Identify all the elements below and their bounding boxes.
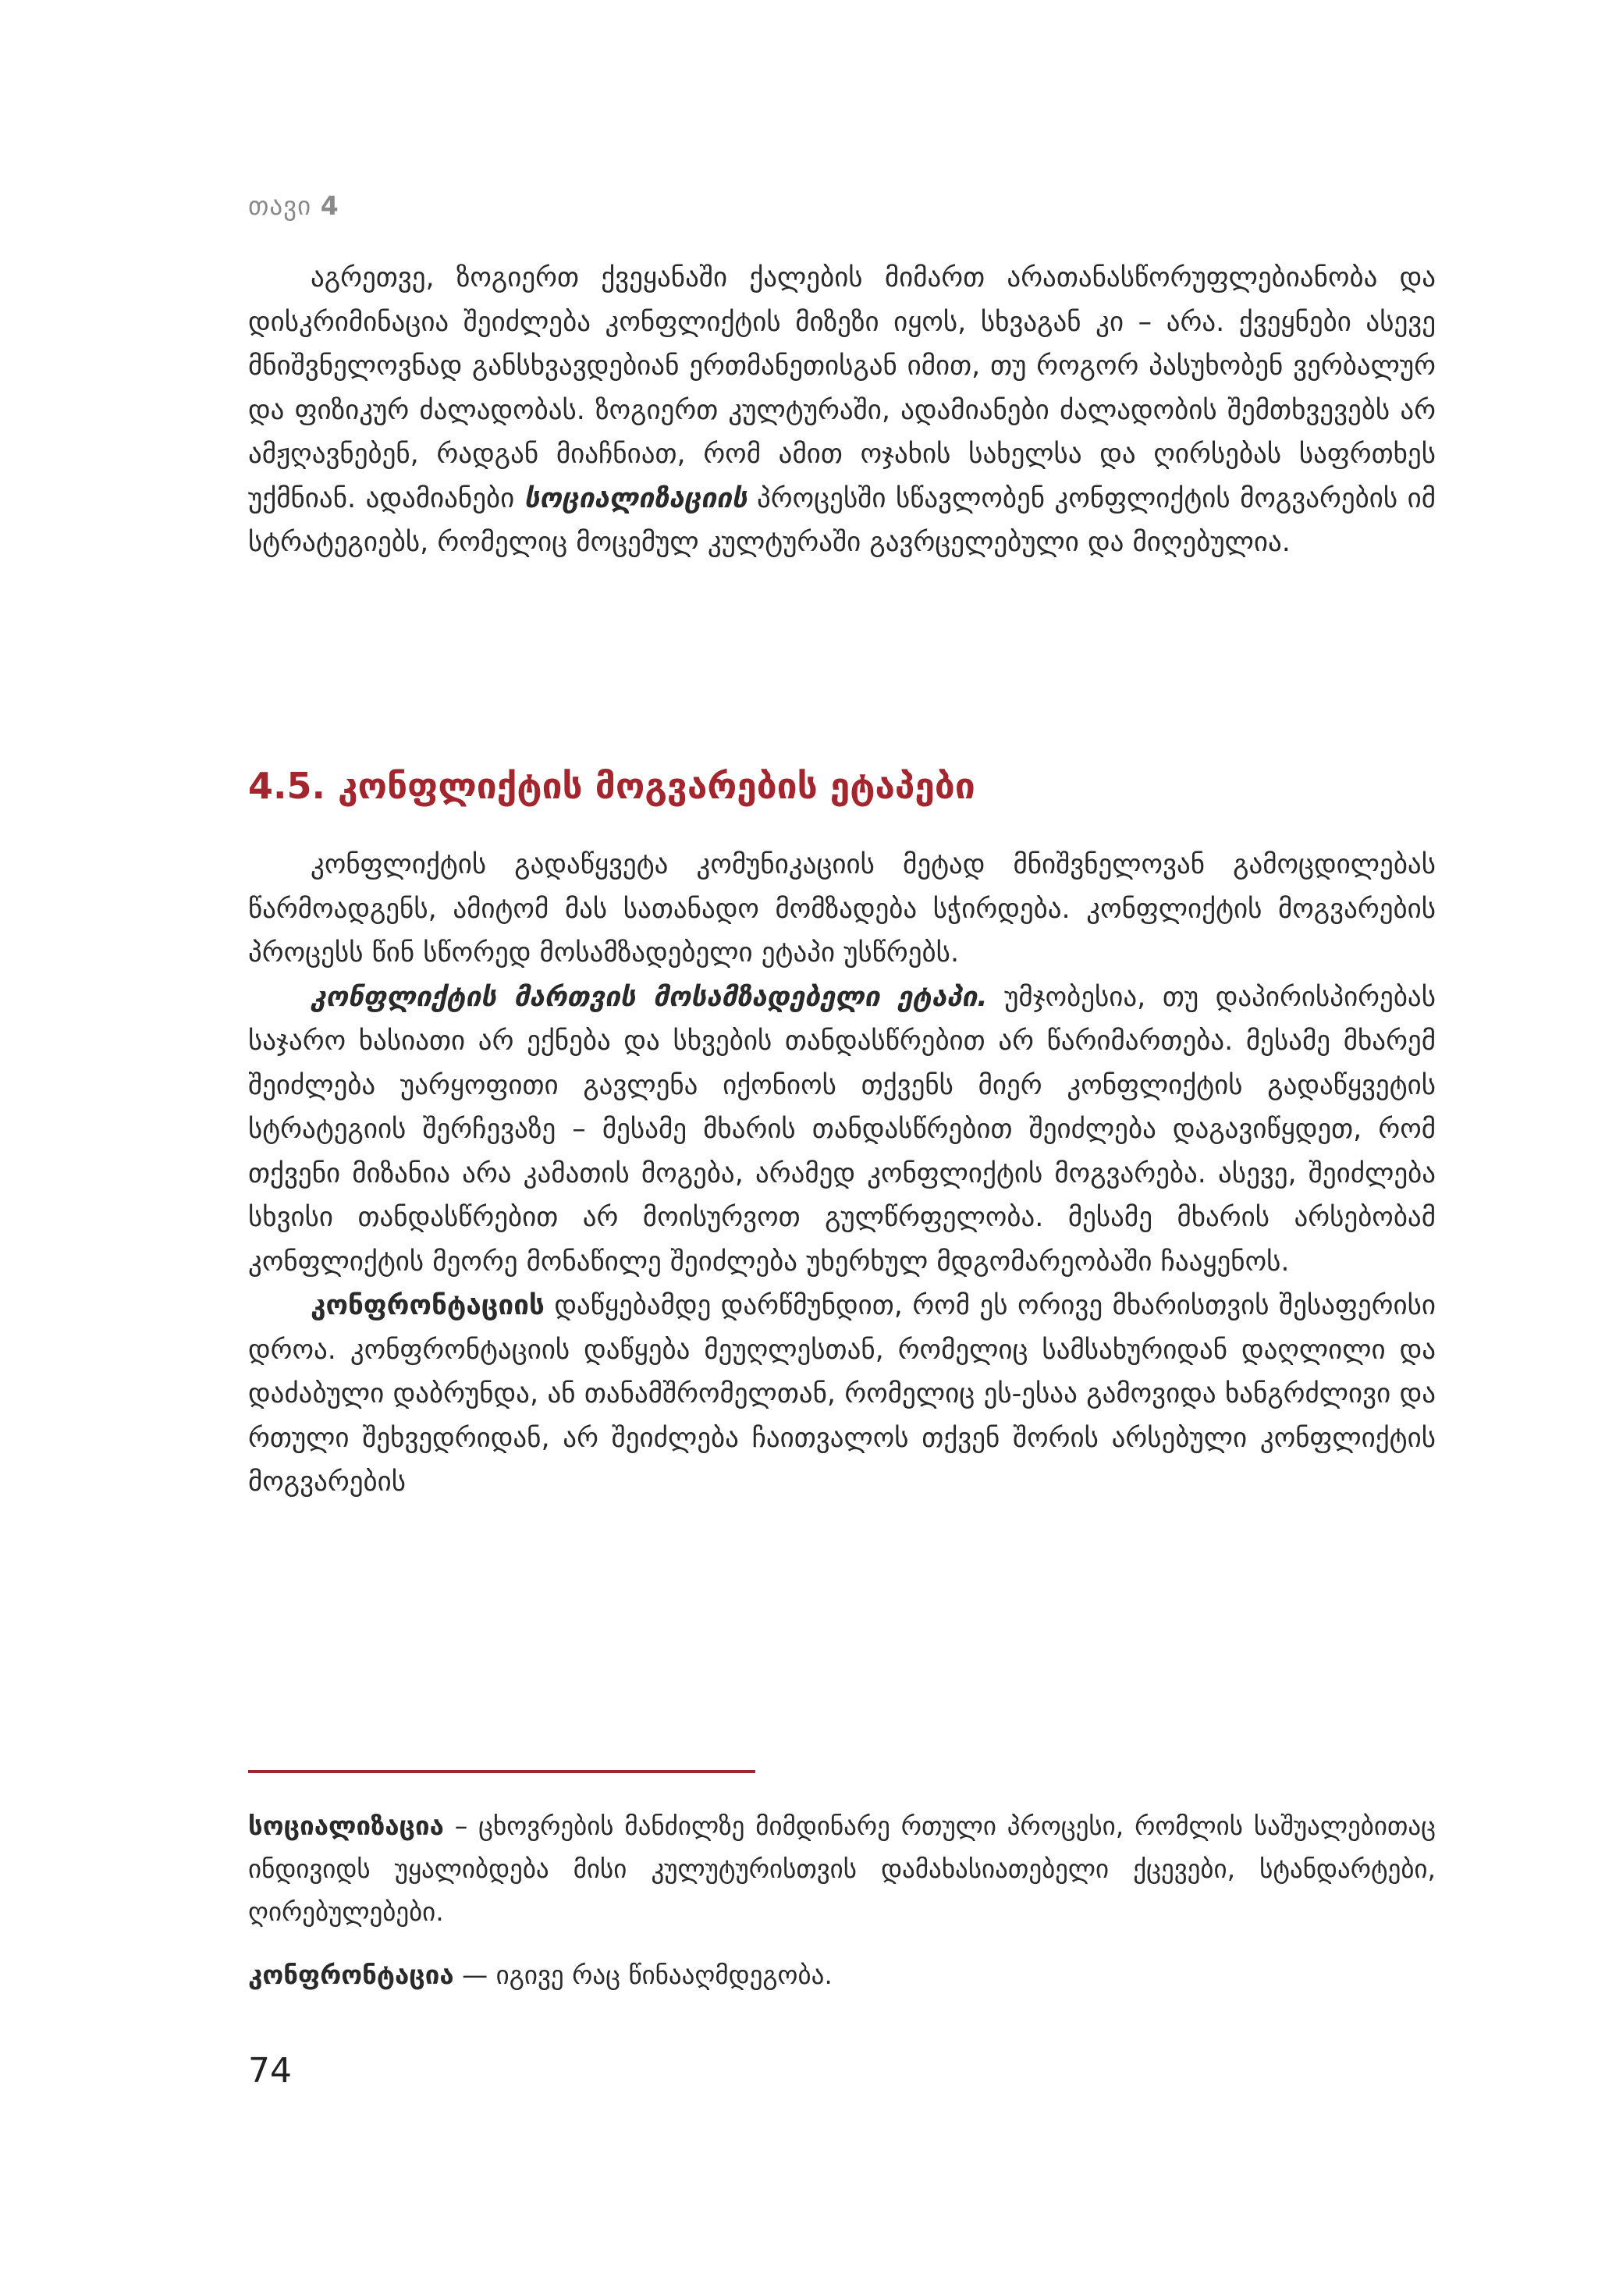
footnote-text: – ცხოვრების მანძილზე მიმდინარე რთული პროცესი, რომლის საშუალებითაც ინდივიდს უყალიბდება მისი კულუტურისთვის დამახასიათებელი ქცევები, სტანდარტები, ღირებულებები. xyxy=(248,1811,1436,1927)
footnote-text: — იგივე რაც წინააღმდეგობა. xyxy=(453,1960,833,1990)
chapter-word: თავი xyxy=(248,190,312,221)
intro-paragraph xyxy=(248,256,1436,565)
intro-text: აგრეთვე, ზოგიერთ ქვეყანაში ქალების მიმართ არათანასწორუფლებიანობა და დისკრიმინაცია შეიძლება კონფლიქტის მიზეზი იყოს, სხვაგან კი – არა. ქვეყნები ასევე მნიშვნელოვნად განსხვავდებიან ერთმანეთისგან იმით, თუ როგორ პასუხობენ ვერბალურ და ფიზიკურ ძალადობას. ზოგიერთ კულტურაში, ადამიანები ძალადობის შემთხვევებს არ ამჟღავნებენ, რადგან მიაჩნიათ, რომ ამით ოჯახის სახელსა და ღირსებას საფრთხეს უქმნიან. ადამიანები xyxy=(248,262,1436,514)
section-paragraph-2 xyxy=(248,976,1436,1285)
chapter-label xyxy=(248,190,339,221)
section-title: 4.5. კონფლიქტის მოგვარების ეტაპები xyxy=(248,765,975,807)
intro-paragraph-block xyxy=(248,256,1436,565)
term-confrontation: კონფრონტაციის xyxy=(311,1290,545,1321)
section-paragraph-3-text: დაწყებამდე დარწმუნდით, რომ ეს ორივე მხარისთვის შესაფერისი დროა. კონფრონტაციის დაწყება მეუღლესთან, რომელიც სამსახურიდან დაღლილი და დაძაბული დაბრუნდა, ან თანამშრომელთან, რომელიც ეს-ესაა გამოვიდა ხანგრძლივი და რთული შეხვედრიდან, არ შეიძლება ჩაითვალოს თქვენ შორის არსებული კონფლიქტის მოგვარების xyxy=(248,1290,1436,1498)
footnote-confrontation xyxy=(248,1953,1436,1996)
page-number: 74 xyxy=(248,2051,292,2091)
footnote-socialization xyxy=(248,1804,1436,1933)
footnote-term: სოციალიზაცია xyxy=(248,1811,444,1841)
footnote-divider xyxy=(248,1770,755,1773)
intro-text-after: პროცესში სწავლობენ კონფლიქტის მოგვარების იმ სტრატეგიებს, რომელიც მოცემულ კულტურაში გავრცელებული და მიღებულია. xyxy=(248,482,1436,558)
section-body xyxy=(248,843,1436,1505)
preparation-stage-lead: კონფლიქტის მართვის მოსამზადებელი ეტაპი. xyxy=(311,981,988,1013)
footnote-term: კონფრონტაცია xyxy=(248,1960,454,1990)
chapter-number: 4 xyxy=(320,190,339,221)
footnotes xyxy=(248,1804,1436,2017)
term-socialization: სოციალიზაციის xyxy=(524,482,748,514)
section-paragraph-3 xyxy=(248,1284,1436,1505)
section-paragraph-2-text: უმჯობესია, თუ დაპირისპირებას საჯარო ხასიათი არ ექნება და სხვების თანდასწრებით არ წარიმართება. მესამე მხარემ შეიძლება უარყოფითი გავლენა იქონიოს თქვენს მიერ კონფლიქტის გადაწყვეტის სტრატეგიის შერჩევაზე – მესამე მხარის თანდასწრებით შეიძლება დაგავიწყდეთ, რომ თქვენი მიზანია არა კამათის მოგება, არამედ კონფლიქტის მოგვარება. ასევე, შეიძლება სხვისი თანდასწრებით არ მოისურვოთ გულწრფელობა. მესამე მხარის არსებობამ კონფლიქტის მეორე მონაწილე შეიძლება უხერხულ მდგომარეობაში ჩააყენოს. xyxy=(248,981,1436,1278)
section-paragraph-1: კონფლიქტის გადაწყვეტა კომუნიკაციის მეტად მნიშვნელოვან გამოცდილებას წარმოადგენს, ამიტომ მას სათანადო მომზადება სჭირდება. კონფლიქტის მოგვარების პროცესს წინ სწორედ მოსამზადებელი ეტაპი უსწრებს. xyxy=(248,849,1436,969)
